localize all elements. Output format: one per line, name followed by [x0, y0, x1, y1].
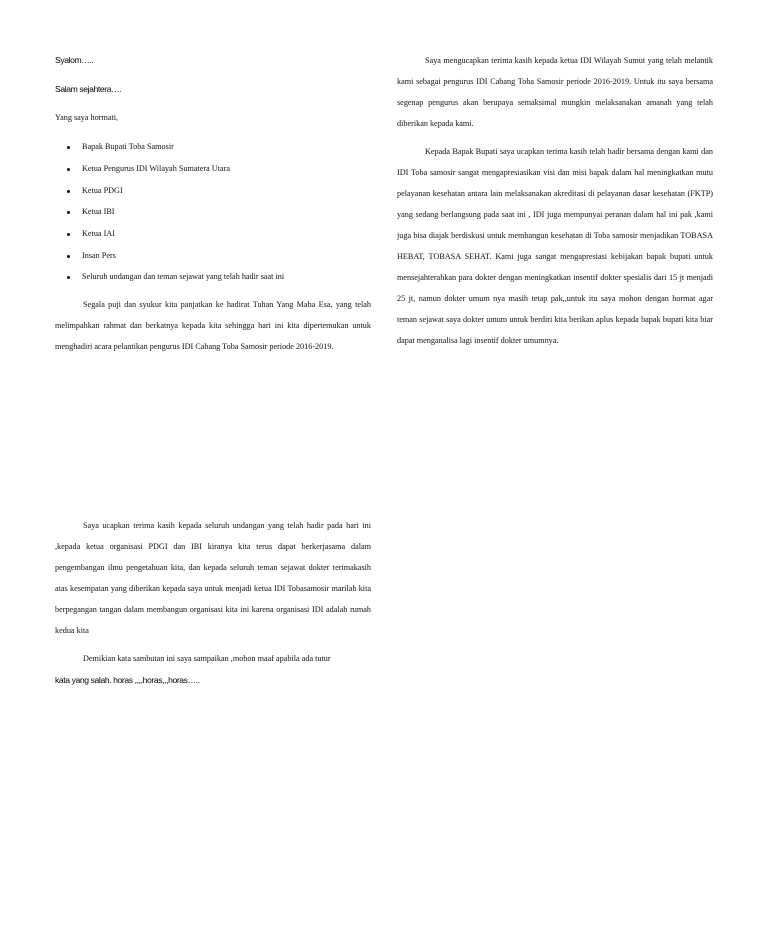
- bullet-icon: [67, 276, 70, 279]
- closing-horas: kata yang salah. horas ,,,,horas,,,horas…..: [55, 675, 200, 685]
- bullet-icon: [67, 211, 70, 214]
- paragraph-opening: Segala puji dan syukur kita panjatkan ke hadirat Tuhan Yang Maha Esa, yang telah melimpahkan rahmat dan berkatnya kepada kita sehingga hari ini kita dipertemukan untuk menghadiri acara pelantikan pengurus IDI Cabang Toba Samosir periode 2016-2019.: [55, 300, 371, 351]
- bullet-icon: [67, 146, 70, 149]
- paragraph-closing: Demikian kata sambutan ini saya sampaikan ,mohon maaf apabila ada tutur: [83, 654, 331, 663]
- bullet-icon: [67, 168, 70, 171]
- paragraph-wilayah-thanks: Saya mengucapkan terima kasih kepada ketua IDI Wilayah Sumut yang telah melantik kami sebagai pengurus IDI Cabang Toba Samosir periode 2016-2019. Untuk itu saya bersama segenap pengurus akan berupaya semaksimal mungkin melaksanakan amanah yang telah diberikan kepada kami.: [397, 56, 713, 128]
- paragraph-thanks: Saya ucapkan terima kasih kepada seluruh undangan yang telah hadir pada hari ini ,kepada ketua organisasi PDGI dan IBI kiranya kita terus dapat berkerjasama dalam pengembangan ilmu pengetahuan kita, dan kepada seluruh teman sejawat dokter terimakasih atas kesempatan yang diberikan kepada saya untuk menjadi ketua IDI Tobasamosir marilah kita berpegangan tangan dalam membangun organisasi kita ini karena organisasi IDI adalah rumah kedua kita: [55, 521, 371, 635]
- greeting-syalom: Syalom…..: [55, 55, 94, 65]
- bullet-icon: [67, 190, 70, 193]
- paragraph-bupati: Kepada Bapak Bupati saya ucapkan terima kasih telah hadir bersama dengan kami dan IDI Toba samosir sangat mengapresiasikan visi dan misi bapak dalam hal meningkatkan mutu pelayanan kesehatan antara lain melaksanakan akreditasi di pelayanan dasar kesehatan (FKTP) yang sedang berlangsung pada saat ini , IDI juga mempunyai peranan dalam hal ini pak ,kami juga bisa diajak berdiskusi untuk membangun kesehatan di Toba samosir menjadikan TOBASA HEBAT, TOBASA SEHAT. Kami juga sangat mengapresiasi kebijakan bapak bupati untuk mensejahterahkan para dokter dengan meningkatkan insentif dokter spesialis dari 15 jt menjadi 25 jt, namun dokter umum nya masih tetap pak,,untuk itu saya mohon dengan hormat agar teman sejawat saya dokter umum untuk berdiri kita berikan aplus kepada bapak bupati kita biar dapat menganalisa lagi insentif dokter umumnya.: [397, 147, 713, 345]
- bullet-icon: [67, 255, 70, 258]
- greeting-salam: Salam sejahtera….: [55, 84, 122, 94]
- bullet-icon: [67, 233, 70, 236]
- greeting-hormat: Yang saya hormati,: [55, 113, 119, 122]
